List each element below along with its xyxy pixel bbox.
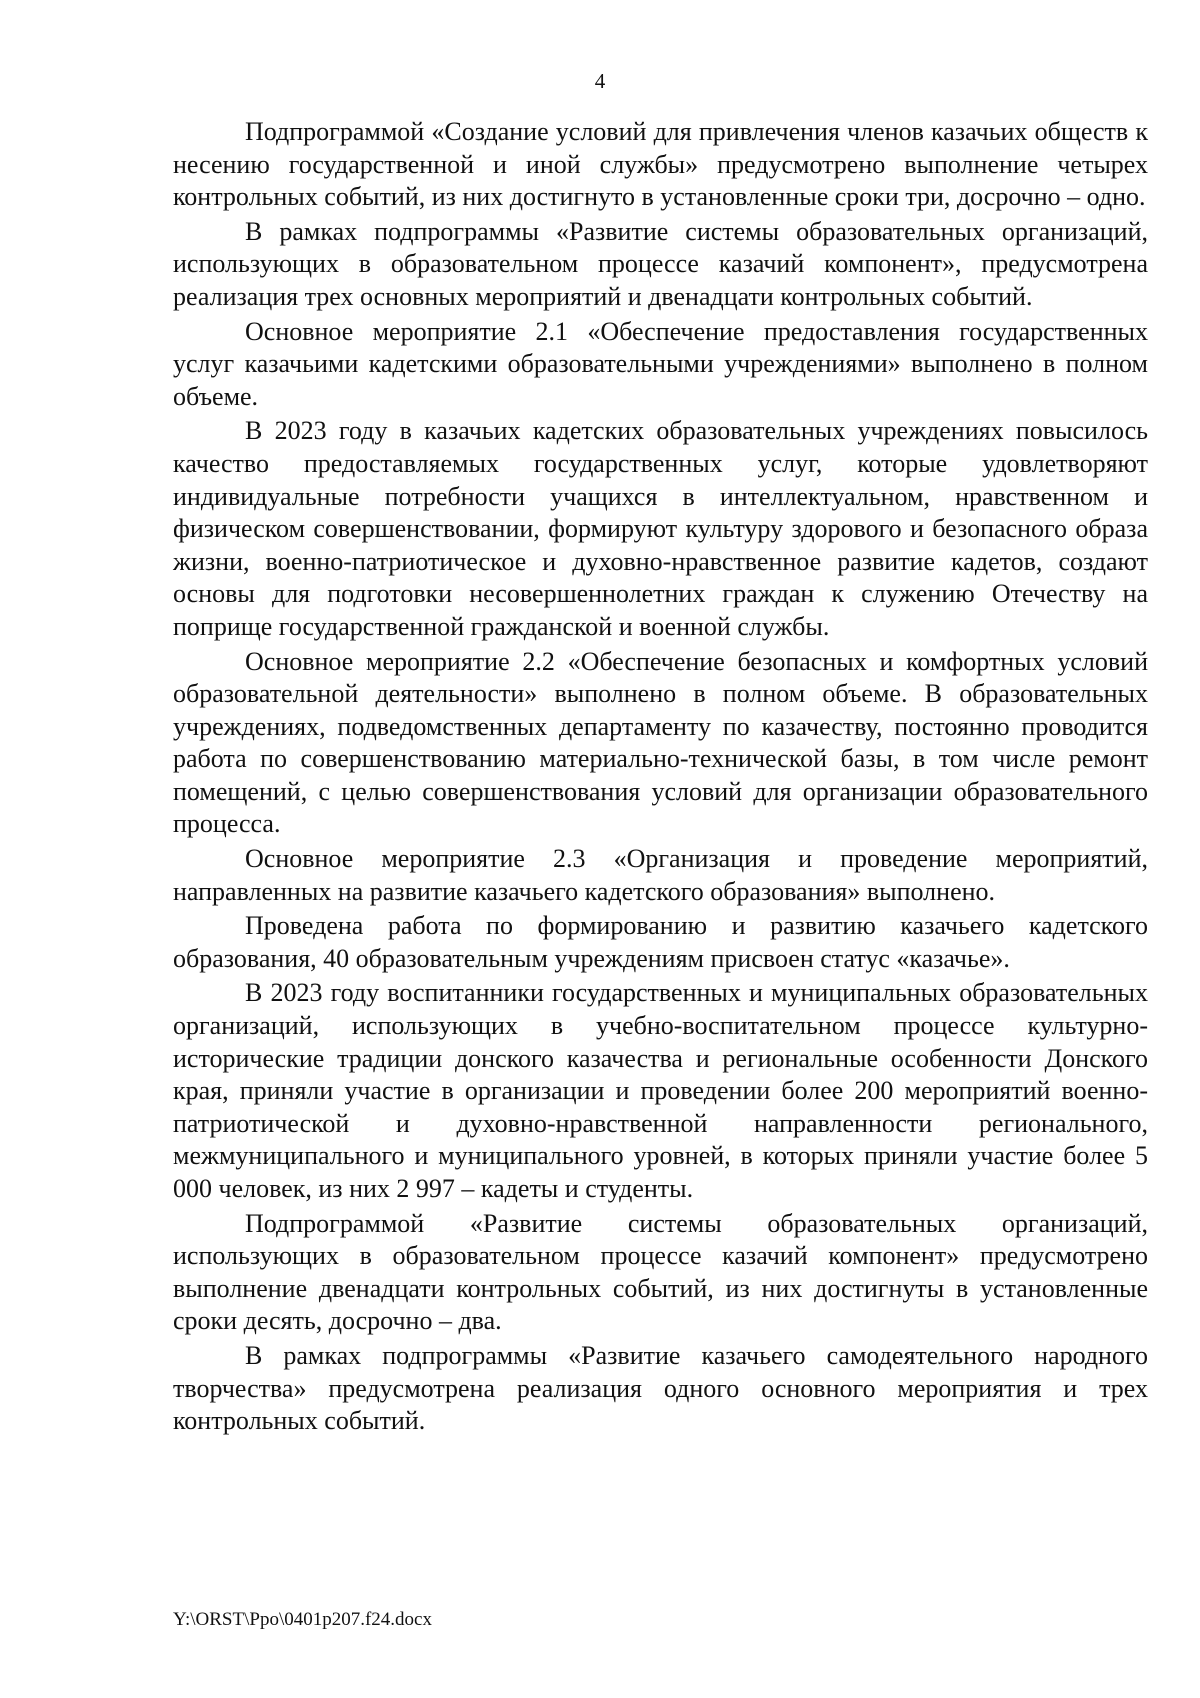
- paragraph-10: В рамках подпрограммы «Развитие казачьего самодеятельного народного творчества» предусмотрена реализация одного основного мероприятия и трех контрольных событий.: [173, 1340, 1148, 1436]
- paragraph-3: Основное мероприятие 2.1 «Обеспечение предоставления государственных услуг казачьими кадетскими образовательными учреждениями» выполнено в полном объеме.: [173, 316, 1148, 411]
- paragraph-2: В рамках подпрограммы «Развитие системы образовательных организаций, использующих в образовательном процессе казачий компонент», предусмотрена реализация трех основных мероприятий и двенадцати контрольных событий.: [173, 216, 1148, 311]
- paragraph-6: Основное мероприятие 2.3 «Организация и проведение мероприятий, направленных на развитие казачьего кадетского образования» выполнено.: [173, 844, 1148, 906]
- document-body: [173, 116, 1148, 1440]
- paragraph-1: Подпрограммой «Создание условий для привлечения членов казачьих обществ к несению государственной и иной службы» предусмотрено выполнение четырех контрольных событий, из них достигнуто в установленные сроки три, досрочно – одно.: [173, 117, 1148, 212]
- paragraph-5: Основное мероприятие 2.2 «Обеспечение безопасных и комфортных условий образовательной деятельности» выполнено в полном объеме. В образовательных учреждениях, подведомственных департаменту по казачеству, постоянно проводится работа по совершенствованию материально-технической базы, в том числе ремонт помещений, с целью совершенствования условий для организации образовательного процесса.: [173, 646, 1148, 839]
- page-number: 4: [594, 69, 606, 93]
- paragraph-9: Подпрограммой «Развитие системы образовательных организаций, использующих в образовательном процессе казачий компонент» предусмотрено выполнение двенадцати контрольных событий, из них достигнуты в установленные сроки десять, досрочно – два.: [173, 1208, 1148, 1336]
- paragraph-8: В 2023 году воспитанники государственных и муниципальных образовательных организаций, использующих в учебно-воспитательном процессе культурно-исторические традиции донского казачества и региональные особенности Донского края, приняли участие в организации и проведении более 200 мероприятий военно-патриотической и духовно-нравственной направленности регионального, межмуниципального и муниципального уровней, в которых приняли участие более 5 000 человек, из них 2 997 – кадеты и студенты.: [173, 978, 1148, 1203]
- paragraph-7: Проведена работа по формированию и развитию казачьего кадетского образования, 40 образовательным учреждениям присвоен статус «казачье».: [173, 911, 1148, 973]
- file-path-footer: Y:\ORST\Ppo\0401p207.f24.docx: [173, 1609, 432, 1630]
- paragraph-4: В 2023 году в казачьих кадетских образовательных учреждениях повысилось качество предоставляемых государственных услуг, которые удовлетворяют индивидуальные потребности учащихся в интеллектуальном, нравственном и физическом совершенствовании, формируют культуру здорового и безопасного образа жизни, военно-патриотическое и духовно-нравственное развитие кадетов, создают основы для подготовки несовершеннолетних граждан к служению Отечеству на поприще государственной гражданской и военной службы.: [173, 416, 1148, 641]
